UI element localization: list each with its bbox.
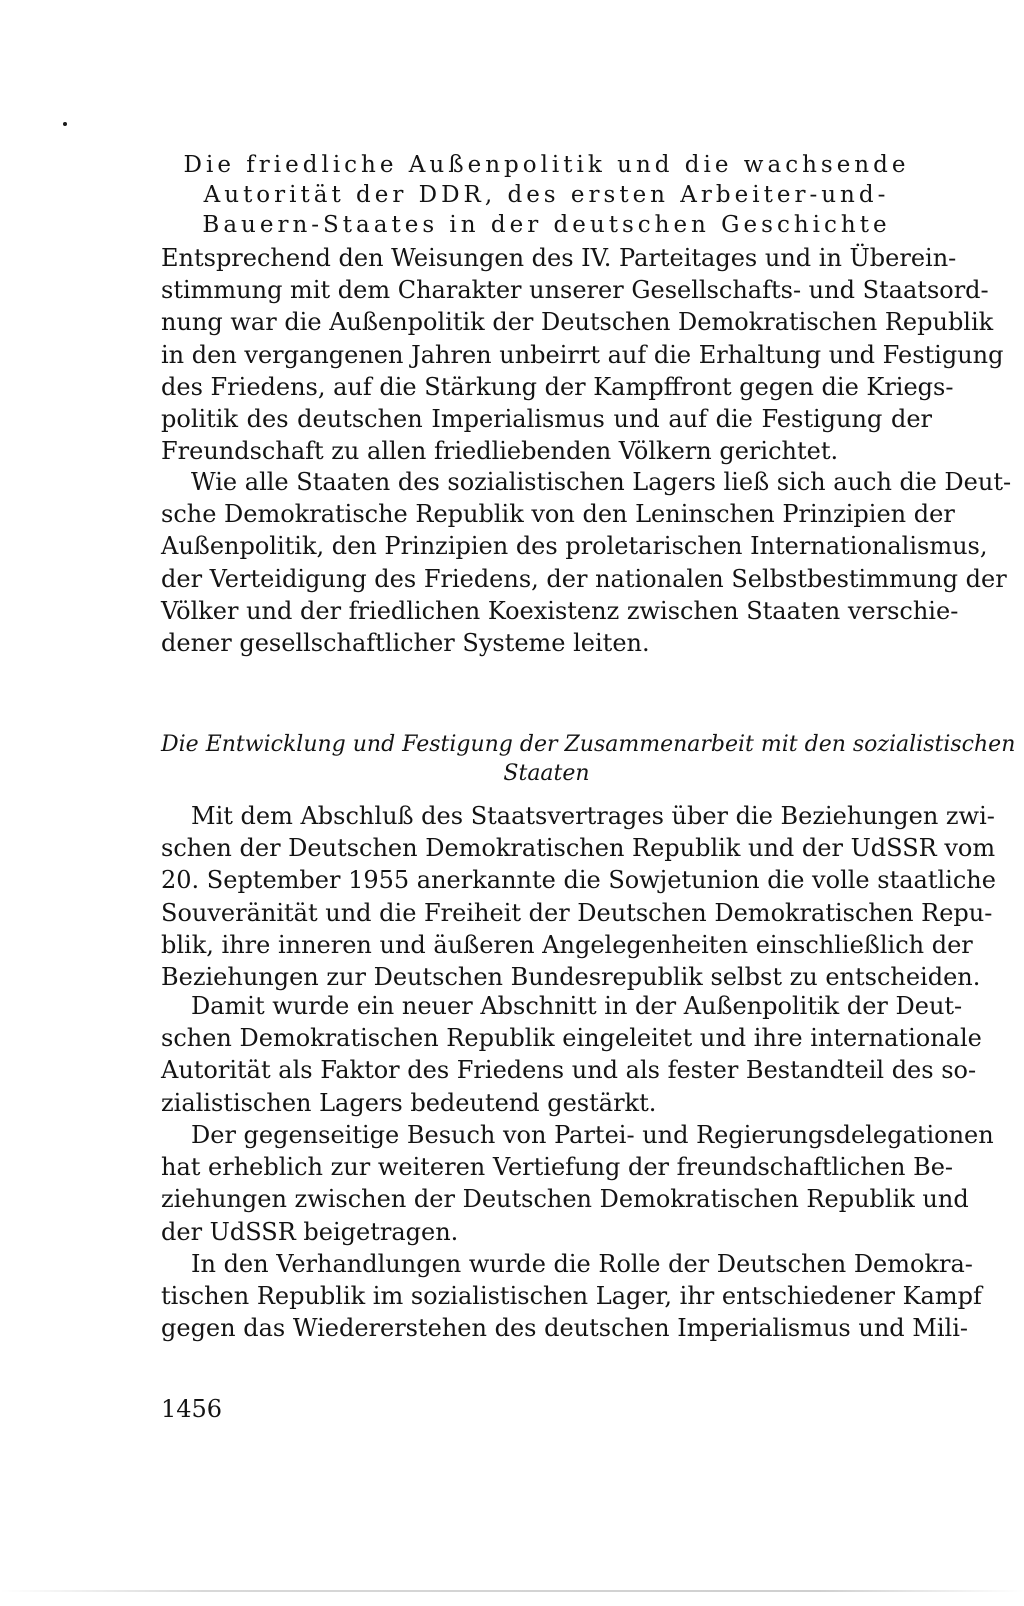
scan-edge-line — [0, 1590, 1024, 1592]
page-number: 1456 — [161, 1395, 223, 1423]
text-line: Entsprechend den Weisungen des IV. Parteitages und in Überein- — [161, 244, 957, 272]
section-heading-line: Bauern-Staates in der deutschen Geschichte — [202, 212, 891, 238]
section-heading-line: Autorität der DDR, des ersten Arbeiter-und- — [203, 182, 890, 208]
text-line: des Friedens, auf die Stärkung der Kampffront gegen die Kriegs- — [161, 372, 954, 401]
text-line: der UdSSR beigetragen. — [161, 1217, 459, 1246]
scan-speck — [63, 122, 67, 126]
text-line: nung war die Außenpolitik der Deutschen Demokratischen Republik — [161, 308, 994, 337]
text-line: schen Demokratischen Republik eingeleitet und ihre internationale — [161, 1024, 982, 1053]
text-line: Beziehungen zur Deutschen Bundesrepublik selbst zu entscheiden. — [161, 963, 981, 992]
text-line: in den vergangenen Jahren unbeirrt auf die Erhaltung und Festigung — [161, 340, 1004, 369]
text-line: Souveränität und die Freiheit der Deutschen Demokratischen Repu- — [161, 898, 993, 927]
text-line: zialistischen Lagers bedeutend gestärkt. — [161, 1088, 657, 1117]
section-heading — [161, 150, 932, 240]
text-line: Der gegenseitige Besuch von Partei- und Regierungsdelegationen — [191, 1121, 994, 1149]
subsection-heading-line: Staaten — [503, 761, 590, 786]
text-line: blik, ihre inneren und äußeren Angelegenheiten einschließlich der — [161, 930, 973, 959]
text-line: 20. September 1955 anerkannte die Sowjetunion die volle staatliche — [161, 866, 996, 895]
text-line: schen der Deutschen Demokratischen Republik und der UdSSR vom — [161, 834, 996, 863]
paragraph — [161, 1248, 982, 1345]
text-line: Völker und der friedlichen Koexistenz zwischen Staaten verschie- — [161, 596, 959, 625]
text-line: Außenpolitik, den Prinzipien des proletarischen Internationalismus, — [161, 532, 988, 561]
paragraph — [161, 1119, 994, 1248]
text-line: Mit dem Abschluß des Staatsvertrages über die Beziehungen zwi- — [191, 802, 995, 830]
text-line: Damit wurde ein neuer Abschnitt in der Außenpolitik der Deut- — [191, 992, 963, 1020]
text-line: gegen das Wiedererstehen des deutschen Imperialismus und Mili- — [161, 1314, 968, 1343]
text-line: In den Verhandlungen wurde die Rolle der Deutschen Demokra- — [191, 1250, 973, 1278]
text-line: hat erheblich zur weiteren Vertiefung der freundschaftlichen Be- — [161, 1153, 954, 1182]
text-line: stimmung mit dem Charakter unserer Gesellschafts- und Staatsord- — [161, 276, 989, 305]
text-line: der Verteidigung des Friedens, der nationalen Selbstbestimmung der — [161, 564, 1007, 593]
text-line: politik des deutschen Imperialismus und auf die Festigung der — [161, 405, 932, 434]
text-line: ziehungen zwischen der Deutschen Demokratischen Republik und — [161, 1185, 969, 1214]
paragraph — [161, 990, 982, 1119]
text-line: Autorität als Faktor des Friedens und als fester Bestandteil des so- — [161, 1056, 977, 1085]
text-line: tischen Republik im sozialistischen Lager, ihr entschiedener Kampf — [161, 1282, 982, 1311]
paragraph — [161, 242, 1004, 467]
text-line: Freundschaft zu allen friedliebenden Völkern gerichtet. — [161, 437, 839, 466]
text-line: Wie alle Staaten des sozialistischen Lagers ließ sich auch die Deut- — [191, 468, 1012, 496]
text-line: sche Demokratische Republik von den Leninschen Prinzipien der — [161, 500, 955, 529]
paragraph — [161, 800, 996, 993]
subsection-heading — [161, 730, 1016, 788]
section-heading-line: Die friedliche Außenpolitik und die wachsende — [183, 152, 910, 178]
subsection-heading-line: Die Entwicklung und Festigung der Zusammenarbeit mit den sozialistischen — [161, 732, 1016, 757]
paragraph — [161, 466, 1012, 659]
text-line: dener gesellschaftlicher Systeme leiten. — [161, 629, 650, 658]
